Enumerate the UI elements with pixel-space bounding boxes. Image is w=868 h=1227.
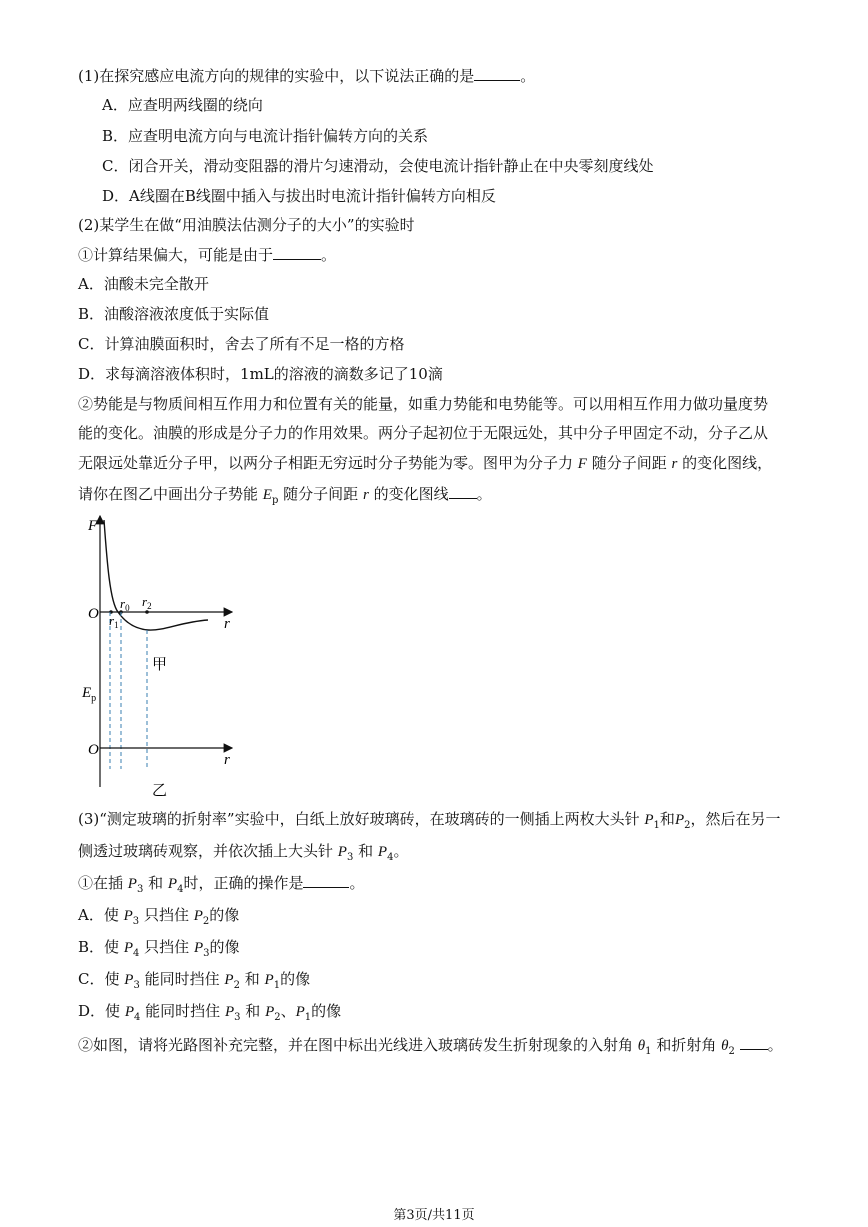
q3-sub2-answer-blank[interactable] — [740, 1035, 768, 1050]
page-footer: 第3页/共11页 — [393, 1208, 475, 1223]
q1-stem: (1)在探究感应电流方向的规律的实验中，以下说法正确的是 。 — [78, 67, 536, 85]
q3-line-2: 侧透过玻璃砖观察，并依次插上大头针 $P_3$ 和 $P_4$。 — [78, 842, 409, 863]
q1-answer-blank[interactable] — [474, 66, 520, 81]
r2-label: $r_2$ — [142, 594, 152, 611]
r1-label: $r_1$ — [109, 613, 119, 630]
q1-option-c: C．闭合开关，滑动变阻器的滑片匀速滑动，会使电流计指针静止在中央零刻度线处 — [102, 157, 654, 175]
q2-option-a: A．油酸未完全散开 — [78, 275, 209, 293]
bottom-y-label: $E_p$ — [82, 685, 97, 704]
q3-sub1-answer-blank[interactable] — [303, 873, 349, 888]
q2-sub1: ①计算结果偏大，可能是由于 。 — [78, 246, 337, 264]
q2-option-d: D．求每滴溶液体积时，1mL的溶液的滴数多记了10滴 — [78, 365, 443, 383]
q2-option-c: C．计算油膜面积时，舍去了所有不足一格的方格 — [78, 335, 405, 353]
top-origin-label: O — [88, 606, 99, 622]
top-caption: 甲 — [152, 657, 168, 673]
q2-paragraph-line-2: 能的变化。油膜的形成是分子力的作用效果。两分子起初位于无限远处，其中分子甲固定不动，分子乙从 — [78, 424, 769, 442]
q2-paragraph-line-1: ②势能是与物质间相互作用力和位置有关的能量，如重力势能和电势能等。可以用相互作用力做功量度势 — [78, 395, 769, 413]
q2-sub1-answer-blank[interactable] — [273, 245, 321, 260]
top-x-label: r — [224, 616, 230, 632]
q3-option-a: A．使 $P_3$ 只挡住 $P_2$的像 — [78, 906, 240, 927]
q1-option-b: B．应查明电流方向与电流计指针偏转方向的关系 — [102, 127, 429, 145]
r0-label: $r_0$ — [120, 596, 130, 613]
q3-option-b: B．使 $P_4$ 只挡住 $P_3$的像 — [78, 938, 240, 959]
q2-stem: (2)某学生在做“用油膜法估测分子的大小”的实验时 — [78, 216, 415, 234]
q3-option-c: C．使 $P_3$ 能同时挡住 $P_2$ 和 $P_1$的像 — [78, 970, 311, 991]
force-curve — [104, 520, 208, 630]
top-y-label: F — [88, 518, 98, 534]
molecular-force-figure — [80, 512, 250, 802]
q3-sub2: ②如图，请将光路图补充完整，并在图中标出光线进入玻璃砖发生折射现象的入射角 $\theta_1$ 和折射角 $\theta_2$ 。 — [78, 1036, 783, 1057]
q2-option-b: B．油酸溶液浓度低于实际值 — [78, 305, 270, 323]
q1-option-d: D．A线圈在B线圈中插入与拔出时电流计指针偏转方向相反 — [102, 187, 496, 205]
q2-paragraph-line-3: 无限远处靠近分子甲，以两分子相距无穷远时分子势能为零。图甲为分子力 F 随分子间距 r 的变化图线， — [78, 454, 773, 472]
bottom-caption: 乙 — [152, 783, 168, 799]
q3-line-1: (3)“测定玻璃的折射率”实验中，白纸上放好玻璃砖，在玻璃砖的一侧插上两枚大头针 $P_1$和$P_2$，然后在另一 — [78, 810, 781, 831]
q3-sub1: ①在插 $P_3$ 和 $P_4$时，正确的操作是 。 — [78, 874, 365, 895]
q3-option-d: D．使 $P_4$ 能同时挡住 $P_3$ 和 $P_2$、$P_1$的像 — [78, 1002, 342, 1023]
q1-option-a: A．应查明两线圈的绕向 — [102, 96, 263, 114]
bottom-x-label: r — [224, 752, 230, 768]
q2-sub2-answer-blank[interactable] — [449, 484, 477, 499]
q2-paragraph-line-4: 请你在图乙中画出分子势能 $E_p$ 随分子间距 r 的变化图线 。 — [78, 485, 492, 506]
bottom-origin-label: O — [88, 742, 99, 758]
